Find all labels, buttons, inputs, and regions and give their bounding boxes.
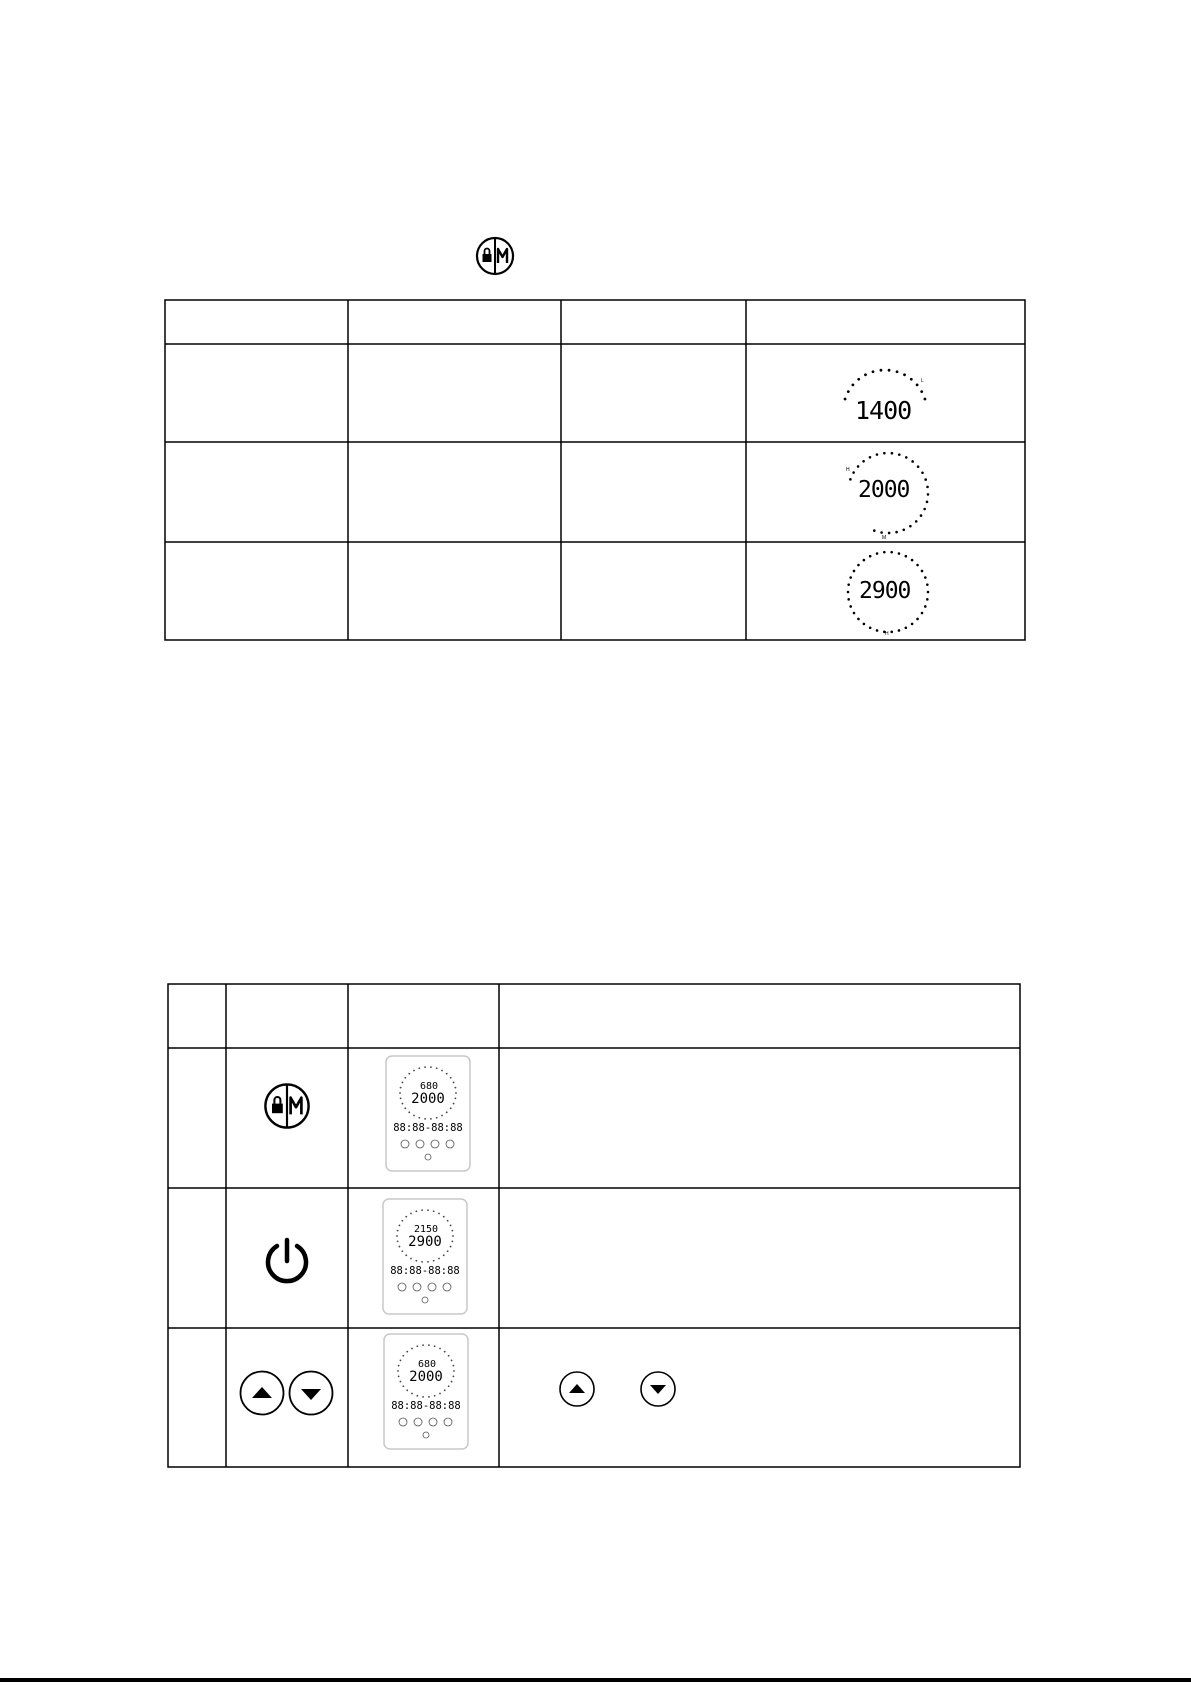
panel-small-value: 2150 bbox=[413, 1224, 439, 1235]
panel-ring-dot bbox=[452, 1235, 454, 1237]
panel-ring-dot bbox=[444, 1389, 446, 1391]
up-down-arrows-icon bbox=[238, 1369, 336, 1417]
panel-ring-dot bbox=[451, 1360, 453, 1362]
panel-small-value: 680 bbox=[419, 1081, 439, 1092]
panel-ring-dot bbox=[402, 1355, 404, 1357]
panel-ring-dot bbox=[397, 1370, 399, 1372]
panel-ring-dot bbox=[396, 1235, 398, 1237]
panel-ring-dot bbox=[441, 1070, 443, 1072]
control-panel-preview bbox=[382, 1198, 468, 1313]
lock-mode-icon bbox=[263, 1082, 311, 1130]
panel-ring-dot bbox=[430, 1066, 432, 1068]
panel-ring-dot bbox=[439, 1393, 441, 1395]
display-value-high: 2900 bbox=[859, 578, 911, 604]
panel-ring-dot bbox=[404, 1077, 406, 1079]
panel-ring-dot bbox=[404, 1107, 406, 1109]
panel-ring-dot bbox=[397, 1230, 399, 1232]
panel-small-value: 680 bbox=[417, 1359, 437, 1370]
panel-ring-dot bbox=[455, 1092, 457, 1094]
panel-ring-dot bbox=[401, 1250, 403, 1252]
panel-ring-dot bbox=[416, 1395, 418, 1397]
display-value-low: 1400 bbox=[855, 396, 912, 425]
panel-ring-dot bbox=[451, 1230, 453, 1232]
panel-main-value: 2900 bbox=[408, 1234, 442, 1250]
panel-ring-dot bbox=[433, 1260, 435, 1262]
panel-ring-dot bbox=[400, 1381, 402, 1383]
panel-ring-dot bbox=[451, 1381, 453, 1383]
panel-ring-dot bbox=[434, 1345, 436, 1347]
panel-svg bbox=[383, 1333, 469, 1451]
panel-ring-dot bbox=[441, 1115, 443, 1117]
panel-ring-dot bbox=[434, 1395, 436, 1397]
panel-ring-dot bbox=[453, 1082, 455, 1084]
ring-label: L bbox=[921, 378, 924, 384]
panel-ring-dot bbox=[427, 1209, 429, 1211]
panel-ring-dot bbox=[447, 1250, 449, 1252]
up-arrow-icon bbox=[241, 1372, 284, 1415]
panel-ring-dot bbox=[399, 1092, 401, 1094]
panel-ring-dot bbox=[401, 1220, 403, 1222]
panel-ring-dot bbox=[399, 1225, 401, 1227]
display-value-medium: 2000 bbox=[858, 477, 910, 503]
panel-ring-dot bbox=[450, 1246, 452, 1248]
panel-svg bbox=[385, 1055, 471, 1173]
panel-ring-dot bbox=[418, 1117, 420, 1119]
panel-ring-dot bbox=[405, 1216, 407, 1218]
panel-ring-dot bbox=[452, 1365, 454, 1367]
control-panel-preview bbox=[385, 1055, 471, 1170]
panel-ring-dot bbox=[408, 1111, 410, 1113]
panel-ring-dot bbox=[398, 1365, 400, 1367]
panel-ring-dot bbox=[448, 1385, 450, 1387]
power-icon bbox=[262, 1236, 312, 1286]
panel-ring-dot bbox=[422, 1396, 424, 1398]
down-arrow-icon bbox=[290, 1372, 333, 1415]
panel-ring-dot bbox=[402, 1103, 404, 1105]
panel-ring-dot bbox=[408, 1073, 410, 1075]
panel-ring-dot bbox=[406, 1351, 408, 1353]
control-panel-preview bbox=[383, 1333, 469, 1451]
panel-ring-dot bbox=[443, 1216, 445, 1218]
panel-main-value: 2000 bbox=[411, 1091, 445, 1107]
panel-ring-dot bbox=[451, 1241, 453, 1243]
panel-ring-dot bbox=[413, 1070, 415, 1072]
page-bottom-rule bbox=[0, 1678, 1191, 1682]
panel-ring-dot bbox=[428, 1344, 430, 1346]
panel-ring-dot bbox=[450, 1225, 452, 1227]
panel-ring-dot bbox=[411, 1393, 413, 1395]
panel-ring-dot bbox=[439, 1348, 441, 1350]
panel-ring-dot bbox=[416, 1345, 418, 1347]
panel-ring-dot bbox=[454, 1098, 456, 1100]
panel-ring-dot bbox=[400, 1360, 402, 1362]
panel-ring-dot bbox=[410, 1213, 412, 1215]
panel-ring-dot bbox=[424, 1066, 426, 1068]
panel-ring-dot bbox=[413, 1115, 415, 1117]
panel-ring-dot bbox=[421, 1209, 423, 1211]
inline-up-arrow-icon bbox=[558, 1370, 596, 1408]
panel-ring-dot bbox=[402, 1385, 404, 1387]
panel-ring-dot bbox=[397, 1241, 399, 1243]
panel-ring-dot bbox=[446, 1073, 448, 1075]
panel-ring-dot bbox=[447, 1220, 449, 1222]
panel-ring-dot bbox=[415, 1210, 417, 1212]
panel-main-value: 2000 bbox=[409, 1369, 443, 1385]
panel-time-value: 88:88-88:88 bbox=[390, 1265, 460, 1277]
panel-ring-dot bbox=[418, 1067, 420, 1069]
panel-ring-dot bbox=[436, 1117, 438, 1119]
panel-ring-dot bbox=[452, 1376, 454, 1378]
inline-down-arrow-icon bbox=[639, 1370, 677, 1408]
panel-ring-dot bbox=[424, 1118, 426, 1120]
panel-ring-dot bbox=[402, 1082, 404, 1084]
panel-ring-dot bbox=[411, 1348, 413, 1350]
panel-ring-dot bbox=[428, 1396, 430, 1398]
panel-ring-dot bbox=[453, 1370, 455, 1372]
panel-ring-dot bbox=[446, 1111, 448, 1113]
panel-ring-dot bbox=[400, 1087, 402, 1089]
ring-label: H bbox=[846, 467, 850, 473]
panel-time-value: 88:88-88:88 bbox=[391, 1400, 461, 1412]
panel-time-value: 88:88-88:88 bbox=[393, 1122, 463, 1134]
panel-ring-dot bbox=[406, 1389, 408, 1391]
panel-svg bbox=[382, 1198, 468, 1316]
panel-ring-dot bbox=[421, 1261, 423, 1263]
panel-ring-dot bbox=[399, 1246, 401, 1248]
panel-ring-dot bbox=[427, 1261, 429, 1263]
ring-label: H bbox=[885, 631, 889, 636]
panel-ring-dot bbox=[415, 1260, 417, 1262]
panel-ring-dot bbox=[430, 1118, 432, 1120]
panel-ring-dot bbox=[433, 1210, 435, 1212]
panel-ring-dot bbox=[422, 1344, 424, 1346]
panel-ring-dot bbox=[436, 1067, 438, 1069]
panel-ring-dot bbox=[453, 1103, 455, 1105]
panel-ring-dot bbox=[405, 1254, 407, 1256]
panel-ring-dot bbox=[400, 1098, 402, 1100]
panel-ring-dot bbox=[450, 1107, 452, 1109]
panel-ring-dot bbox=[448, 1355, 450, 1357]
panel-ring-dot bbox=[443, 1254, 445, 1256]
panel-ring-dot bbox=[438, 1258, 440, 1260]
panel-ring-dot bbox=[454, 1087, 456, 1089]
panel-ring-dot bbox=[450, 1077, 452, 1079]
panel-ring-dot bbox=[398, 1376, 400, 1378]
panel-ring-dot bbox=[438, 1213, 440, 1215]
panel-ring-dot bbox=[444, 1351, 446, 1353]
panel-ring-dot bbox=[410, 1258, 412, 1260]
ring-label: M bbox=[882, 535, 887, 541]
